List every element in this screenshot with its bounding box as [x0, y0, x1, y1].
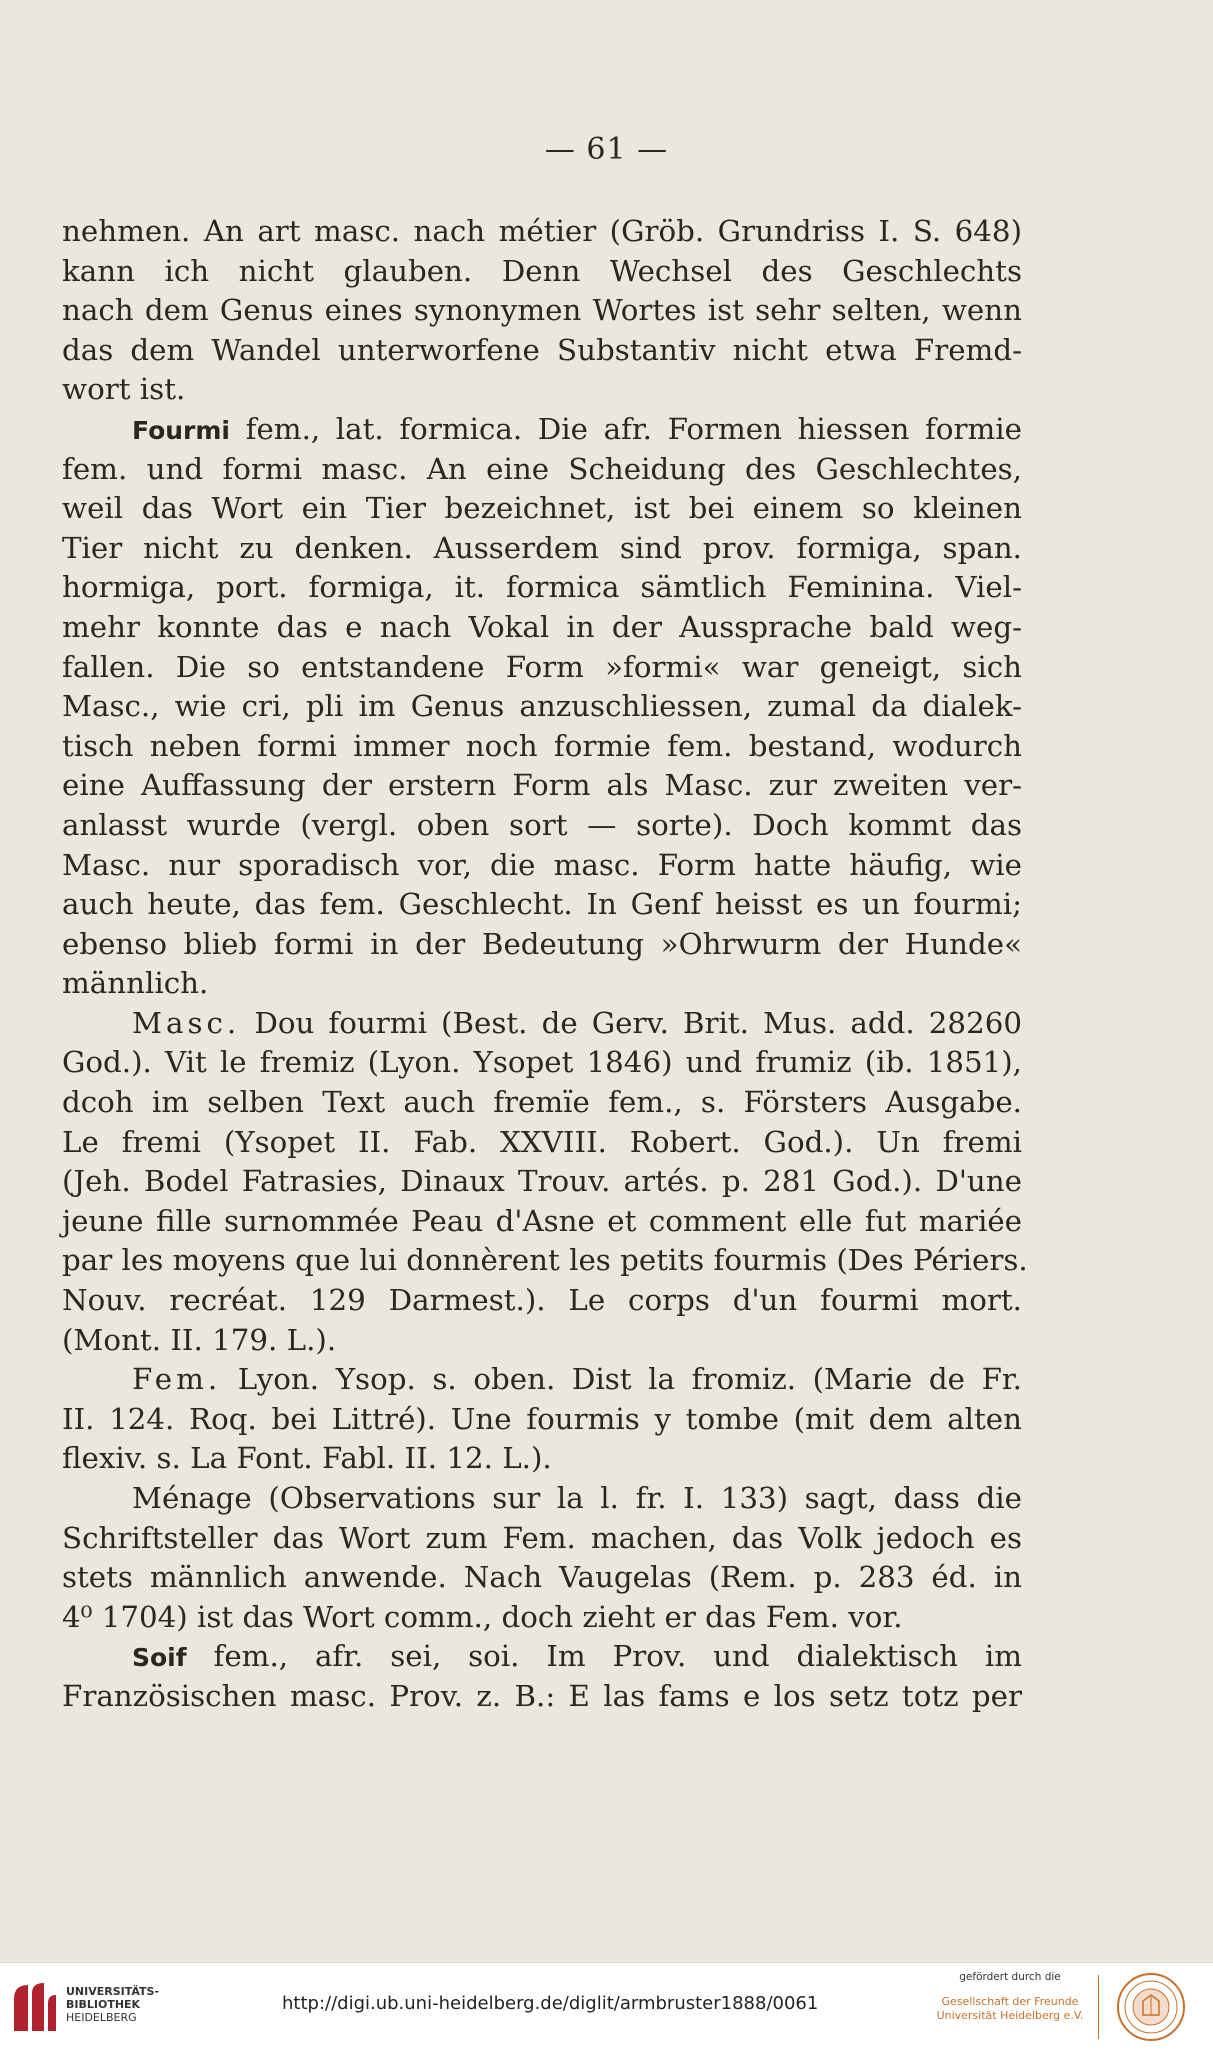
line-text: tisch neben formi immer noch formie fem. bestand, wodurch: [62, 728, 1022, 763]
text-line: [62, 291, 1022, 331]
text-line: [62, 1360, 1022, 1400]
line-text: Lyon. Ysop. s. oben. Dist la fromiz. (Marie de Fr.: [221, 1362, 1022, 1397]
text-line: [62, 1083, 1022, 1123]
line-text: männlich.: [62, 966, 209, 1001]
text-line: [62, 1558, 1022, 1598]
text-line: [62, 806, 1022, 846]
footer-divider: [1098, 1975, 1099, 2039]
line-text: (Jeh. Bodel Fatrasies, Dinaux Trouv. artés. p. 281 God.). D'une: [62, 1164, 1022, 1199]
text-line: [62, 648, 1022, 688]
funding-note: [930, 1971, 1090, 2023]
line-text: eine Auffassung der erstern Form als Masc. zur zweiten ver-: [62, 768, 1022, 803]
text-line: [62, 568, 1022, 608]
text-line: [62, 727, 1022, 767]
text-line: [62, 1202, 1022, 1242]
text-line: [62, 1123, 1022, 1163]
text-line: [62, 1637, 1022, 1677]
line-text: 4⁰ 1704) ist das Wort comm., doch zieht er das Fem. vor.: [62, 1599, 903, 1634]
library-logo-icon: [10, 1979, 58, 2035]
text-line: [62, 1241, 1028, 1281]
library-name-line1: UNIVERSITÄTS-: [66, 1985, 160, 1998]
line-text: fem., lat. formica. Die afr. Formen hiessen formie: [230, 411, 1022, 446]
text-line: [62, 410, 1022, 450]
line-text: Schriftsteller das Wort zum Fem. machen, das Volk jedoch es: [62, 1520, 1022, 1555]
text-line: [62, 1677, 1022, 1717]
line-text: God.). Vit le fremiz (Lyon. Ysopet 1846) und frumiz (ib. 1851),: [62, 1045, 1022, 1080]
text-line: [62, 370, 1022, 410]
line-text: nehmen. An art masc. nach métier (Gröb. Grundriss I. S. 648): [62, 214, 1022, 248]
text-line: [62, 608, 1022, 648]
text-line: [62, 1321, 1022, 1361]
text-line: [62, 1479, 1022, 1519]
society-name-line2: Universität Heidelberg e.V.: [936, 2009, 1084, 2022]
line-text: II. 124. Roq. bei Littré). Une fourmis y tombe (mit dem alten: [62, 1401, 1022, 1436]
text-line: [62, 1043, 1022, 1083]
line-text: Tier nicht zu denken. Ausserdem sind prov. formiga, span.: [62, 530, 1022, 565]
text-line: [62, 1519, 1022, 1559]
text-line: [62, 964, 1022, 1004]
library-logo[interactable]: [10, 1977, 160, 2037]
line-text: Dou fourmi (Best. de Gerv. Brit. Mus. add. 28260: [240, 1005, 1022, 1040]
university-seal-icon[interactable]: [1108, 1971, 1194, 2043]
headword: Soif: [132, 1643, 187, 1673]
text-line: [62, 925, 1022, 965]
permalink-url[interactable]: http://digi.ub.uni-heidelberg.de/diglit/armbruster1888/0061: [282, 1993, 819, 2014]
line-text: flexiv. s. La Font. Fabl. II. 12. L.).: [62, 1441, 552, 1476]
line-text: hormiga, port. formiga, it. formica sämtlich Feminina. Viel-: [62, 570, 1022, 605]
text-line: [62, 687, 1022, 727]
text-line: [62, 212, 1022, 252]
line-text: wort ist.: [62, 372, 186, 407]
text-line: [62, 766, 1022, 806]
line-text: Ménage (Observations sur la l. fr. I. 133) sagt, dass die: [132, 1481, 1022, 1515]
library-name-line2: BIBLIOTHEK: [66, 1998, 141, 2011]
line-text: (Mont. II. 179. L.).: [62, 1322, 337, 1357]
society-name-line1: Gesellschaft der Freunde: [941, 1995, 1079, 2008]
text-line: [62, 1598, 1022, 1638]
line-text: weil das Wort ein Tier bezeichnet, ist bei einem so kleinen: [62, 491, 1022, 526]
text-line: [62, 331, 1022, 371]
line-text: Masc. nur sporadisch vor, die masc. Form hatte häufig, wie: [62, 847, 1022, 882]
line-text: Nouv. recréat. 129 Darmest.). Le corps d'un fourmi mort.: [62, 1283, 1022, 1318]
spaced-label: Fem.: [132, 1362, 222, 1397]
line-text: kann ich nicht glauben. Denn Wechsel des Geschlechts: [62, 253, 1022, 288]
text-line: [62, 846, 1022, 886]
line-text: fem. und formi masc. An eine Scheidung des Geschlechtes,: [62, 451, 1022, 486]
footer-bar: [0, 1962, 1213, 2051]
text-line: [62, 1281, 1022, 1321]
text-line: [62, 885, 1022, 925]
text-line: [62, 1400, 1022, 1440]
headword: Fourmi: [132, 415, 230, 445]
line-text: mehr konnte das e nach Vokal in der Aussprache bald weg-: [62, 609, 1022, 644]
line-text: jeune fille surnommée Peau d'Asne et comment elle fut mariée: [62, 1203, 1022, 1238]
line-text: auch heute, das fem. Geschlecht. In Genf heisst es un fourmi;: [62, 887, 1022, 922]
library-name-line3: HEIDELBERG: [66, 2011, 137, 2024]
line-text: par les moyens que lui donnèrent les petits fourmis (Des Périers.: [62, 1243, 1028, 1278]
text-line: [62, 1162, 1022, 1202]
text-line: [62, 252, 1022, 292]
line-text: fem., afr. sei, soi. Im Prov. und dialektisch im: [186, 1639, 1022, 1674]
line-text: Masc., wie cri, pli im Genus anzuschliessen, zumal da dialek-: [62, 689, 1022, 724]
text-line: [62, 1004, 1022, 1044]
text-line: [62, 1439, 1022, 1479]
line-text: stets männlich anwende. Nach Vaugelas (Rem. p. 283 éd. in: [62, 1560, 1022, 1595]
funded-by-text: gefördert durch die: [959, 1971, 1061, 1983]
line-text: Le fremi (Ysopet II. Fab. XXVIII. Robert. God.). Un fremi: [62, 1124, 1022, 1159]
text-line: [62, 450, 1022, 490]
line-text: das dem Wandel unterworfene Substantiv nicht etwa Fremd-: [62, 332, 1022, 367]
line-text: dcoh im selben Text auch fremïe fem., s. Försters Ausgabe.: [62, 1085, 1022, 1120]
spaced-label: Masc.: [132, 1005, 241, 1040]
line-text: nach dem Genus eines synonymen Wortes ist sehr selten, wenn: [62, 293, 1022, 328]
line-text: Französischen masc. Prov. z. B.: E las fams e los setz totz per: [62, 1678, 1022, 1713]
line-text: anlasst wurde (vergl. oben sort — sorte). Doch kommt das: [62, 807, 1022, 842]
text-block: [62, 212, 1028, 1717]
page-number: — 61 —: [544, 132, 669, 167]
line-text: ebenso blieb formi in der Bedeutung »Ohrwurm der Hunde«: [62, 926, 1022, 961]
line-text: fallen. Die so entstandene Form »formi« war geneigt, sich: [62, 649, 1022, 684]
text-line: [62, 529, 1022, 569]
text-line: [62, 489, 1022, 529]
